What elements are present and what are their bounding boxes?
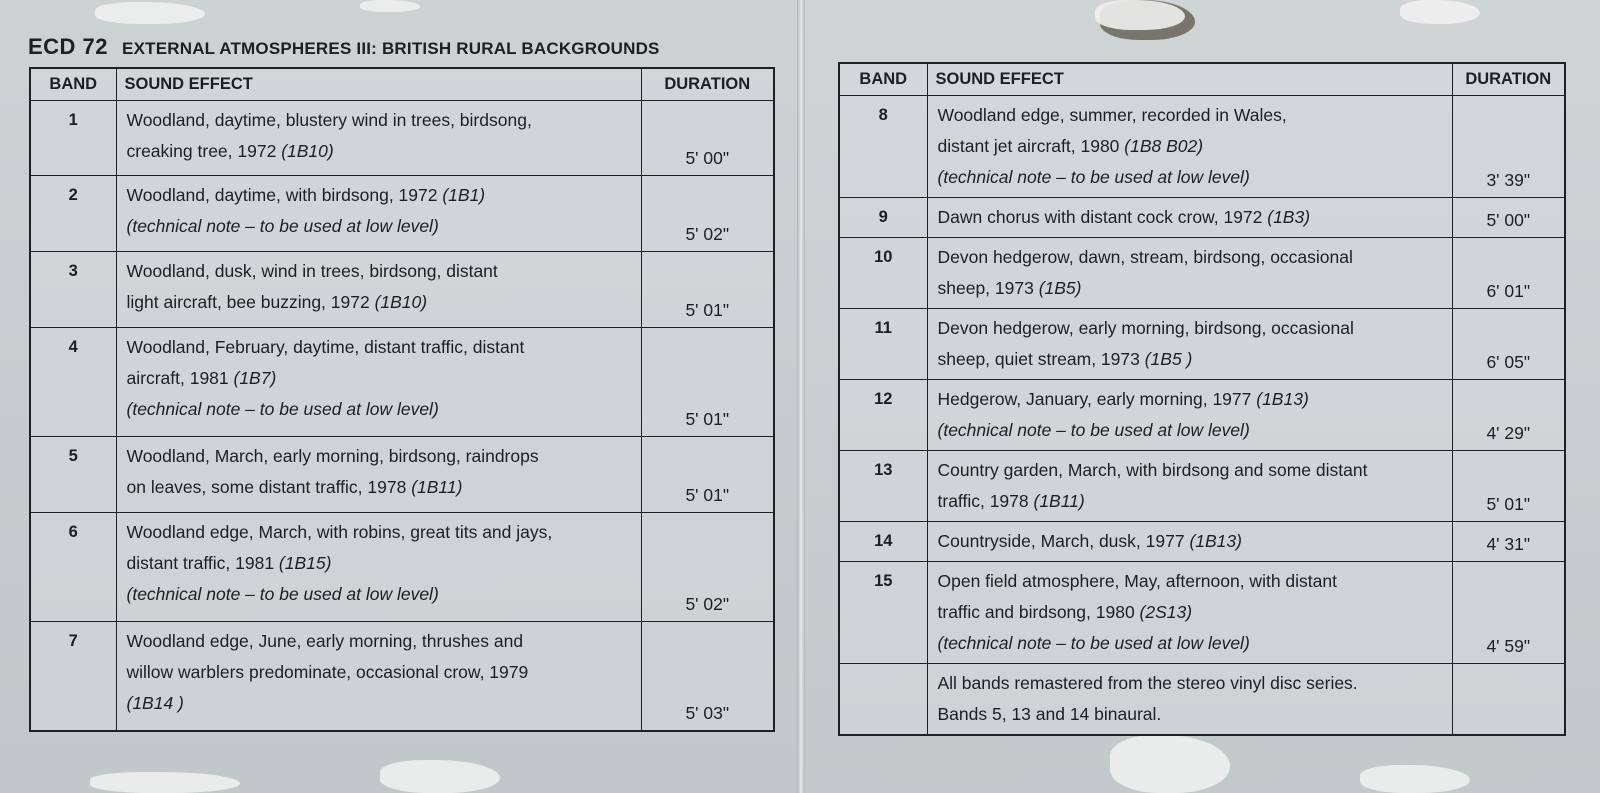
paper-tear [1400, 0, 1480, 24]
column-header-duration: DURATION [1452, 63, 1565, 95]
description-line [938, 131, 1442, 162]
sound-effect-description [927, 450, 1452, 521]
sound-effect-description [927, 308, 1452, 379]
catalog-number: ECD 72 [28, 34, 109, 59]
technical-note: (technical note – to be used at low level) [126, 216, 439, 237]
band-number: 11 [839, 308, 927, 379]
sound-effect-description [927, 663, 1452, 735]
description-line [938, 566, 1442, 597]
track-table-right [838, 62, 1566, 736]
sound-effect-description [116, 328, 641, 437]
band-number: 3 [30, 252, 116, 328]
band-number: 8 [839, 95, 927, 197]
recording-reference: (1B3) [1267, 206, 1311, 227]
description-line [127, 332, 631, 363]
description-line [938, 344, 1442, 375]
description-line [938, 384, 1442, 415]
description-line [127, 657, 631, 688]
column-header-duration: DURATION [641, 68, 774, 100]
description-line [938, 455, 1442, 486]
description-text: Woodland edge, summer, recorded in Wales, [937, 104, 1287, 125]
paper-tear [90, 772, 240, 793]
description-line [938, 699, 1442, 730]
duration: 4' 31" [1452, 521, 1565, 561]
band-number: 10 [839, 237, 927, 308]
description-text: Woodland edge, June, early morning, thrushes and [126, 630, 524, 651]
duration: 5' 01" [1452, 450, 1565, 521]
description-line [127, 517, 631, 548]
description-line [127, 441, 631, 472]
sound-effect-description [927, 379, 1452, 450]
sound-effect-description [116, 621, 641, 731]
description-text: Devon hedgerow, dawn, stream, birdsong, occasional [937, 246, 1353, 267]
description-text: All bands remastered from the stereo vinyl disc series. [937, 672, 1358, 693]
description-line [127, 180, 631, 211]
band-number: 7 [30, 621, 116, 731]
description-text: Open field atmosphere, May, afternoon, with distant [937, 570, 1337, 591]
description-line [127, 626, 631, 657]
table-row [839, 308, 1565, 379]
duration: 5' 00" [1452, 197, 1565, 237]
column-header-sound-effect: SOUND EFFECT [927, 63, 1452, 95]
description-line [127, 287, 631, 318]
description-text: sheep, quiet stream, 1973 [937, 348, 1145, 369]
table-row [839, 379, 1565, 450]
paper-tear [380, 760, 500, 793]
paper-tear [360, 0, 420, 12]
description-line [938, 100, 1442, 131]
description-line [938, 628, 1442, 659]
table-header-row [30, 68, 774, 100]
description-text: Country garden, March, with birdsong and some distant [937, 459, 1368, 480]
description-text: on leaves, some distant traffic, 1978 [126, 477, 412, 498]
duration: 5' 02" [641, 176, 774, 252]
duration: 6' 05" [1452, 308, 1565, 379]
duration: 4' 29" [1452, 379, 1565, 450]
description-line [127, 548, 631, 579]
description-line [127, 688, 631, 719]
table-row [839, 197, 1565, 237]
description-line [938, 526, 1442, 557]
description-text: Devon hedgerow, early morning, birdsong, occasional [937, 317, 1354, 338]
band-number: 9 [839, 197, 927, 237]
paper-tear [1095, 0, 1185, 30]
duration: 3' 39" [1452, 95, 1565, 197]
description-line [127, 363, 631, 394]
recording-reference: (1B7) [233, 368, 277, 389]
table-row [839, 561, 1565, 663]
column-header-sound-effect: SOUND EFFECT [116, 68, 641, 100]
column-header-band: BAND [30, 68, 116, 100]
recording-reference: (1B11) [411, 477, 463, 498]
recording-reference: (1B13) [1256, 388, 1309, 409]
recording-reference: (2S13) [1139, 601, 1193, 622]
description-line [127, 472, 631, 503]
description-text: sheep, 1973 [937, 277, 1039, 298]
description-text: distant traffic, 1981 [126, 552, 279, 573]
sound-effect-description [116, 100, 641, 176]
sound-effect-description [116, 437, 641, 513]
duration [1452, 663, 1565, 735]
duration: 5' 01" [641, 328, 774, 437]
description-line [938, 313, 1442, 344]
recording-reference: (1B1) [442, 185, 486, 206]
table-header-row [839, 63, 1565, 95]
band-number: 13 [839, 450, 927, 521]
description-line [938, 162, 1442, 193]
description-text: Bands 5, 13 and 14 binaural. [937, 703, 1162, 724]
band-number: 12 [839, 379, 927, 450]
table-row [839, 521, 1565, 561]
description-text: willow warblers predominate, occasional crow, 1979 [126, 661, 529, 682]
duration: 4' 59" [1452, 561, 1565, 663]
sound-effect-description [927, 197, 1452, 237]
description-line [938, 202, 1442, 233]
technical-note: (technical note – to be used at low level) [937, 632, 1250, 653]
description-text: Woodland edge, March, with robins, great tits and jays, [126, 521, 553, 542]
description-text: Woodland, February, daytime, distant traffic, distant [126, 337, 525, 358]
album-title: EXTERNAL ATMOSPHERES III: BRITISH RURAL BACKGROUNDS [122, 39, 660, 58]
description-text: creaking tree, 1972 [126, 140, 282, 161]
table-row [30, 621, 774, 731]
band-number: 6 [30, 512, 116, 621]
description-text: Woodland, March, early morning, birdsong, raindrops [126, 446, 539, 467]
band-number: 5 [30, 437, 116, 513]
band-number: 14 [839, 521, 927, 561]
description-text: light aircraft, bee buzzing, 1972 [126, 292, 375, 313]
sound-effect-description [927, 561, 1452, 663]
recording-reference: (1B8 B02) [1124, 135, 1204, 156]
description-line [127, 211, 631, 242]
recording-reference: (1B14 ) [126, 692, 184, 713]
paper-tear [1360, 765, 1470, 793]
description-text: Woodland, dusk, wind in trees, birdsong, distant [126, 261, 498, 282]
description-text: Dawn chorus with distant cock crow, 1972 [937, 206, 1268, 227]
recording-reference: (1B5) [1038, 277, 1082, 298]
band-number: 2 [30, 176, 116, 252]
duration: 5' 00" [641, 100, 774, 176]
description-line [938, 242, 1442, 273]
description-line [938, 597, 1442, 628]
paper-tear [95, 2, 205, 24]
description-line [938, 273, 1442, 304]
band-number: 1 [30, 100, 116, 176]
description-text: traffic and birdsong, 1980 [937, 601, 1140, 622]
description-text: distant jet aircraft, 1980 [937, 135, 1125, 156]
table-row [30, 512, 774, 621]
center-fold [797, 0, 805, 793]
recording-reference: (1B10) [374, 292, 428, 313]
table-row [839, 450, 1565, 521]
description-text: aircraft, 1981 [126, 368, 234, 389]
description-text: Hedgerow, January, early morning, 1977 [937, 388, 1257, 409]
recording-reference: (1B11) [1033, 490, 1085, 511]
description-text: Countryside, March, dusk, 1977 [937, 530, 1190, 551]
description-text: Woodland, daytime, blustery wind in trees, birdsong, [126, 109, 532, 130]
duration: 5' 02" [641, 512, 774, 621]
page-heading [28, 34, 660, 60]
table-row [30, 437, 774, 513]
description-line [938, 668, 1442, 699]
sound-effect-description [116, 176, 641, 252]
recording-reference: (1B10) [281, 140, 334, 161]
duration: 5' 03" [641, 621, 774, 731]
duration: 6' 01" [1452, 237, 1565, 308]
description-line [127, 394, 631, 425]
sound-effect-description [116, 252, 641, 328]
description-text: Woodland, daytime, with birdsong, 1972 [126, 185, 443, 206]
description-line [127, 136, 631, 167]
band-number [839, 663, 927, 735]
description-line [127, 105, 631, 136]
technical-note: (technical note – to be used at low level) [126, 583, 439, 604]
table-row [30, 100, 774, 176]
track-table-left [29, 67, 775, 732]
table-row [30, 328, 774, 437]
table-row [839, 237, 1565, 308]
table-row [30, 176, 774, 252]
table-row [30, 252, 774, 328]
column-header-band: BAND [839, 63, 927, 95]
technical-note: (technical note – to be used at low level) [126, 399, 439, 420]
table-row [839, 95, 1565, 197]
band-number: 4 [30, 328, 116, 437]
sound-effect-description [927, 237, 1452, 308]
table-row [839, 663, 1565, 735]
technical-note: (technical note – to be used at low level) [937, 419, 1250, 440]
duration: 5' 01" [641, 252, 774, 328]
recording-reference: (1B15) [278, 552, 332, 573]
sound-effect-description [927, 95, 1452, 197]
description-line [938, 415, 1442, 446]
duration: 5' 01" [641, 437, 774, 513]
description-text: traffic, 1978 [937, 490, 1034, 511]
recording-reference: (1B13) [1189, 530, 1242, 551]
description-line [127, 579, 631, 610]
description-line [938, 486, 1442, 517]
sound-effect-description [927, 521, 1452, 561]
technical-note: (technical note – to be used at low level) [937, 166, 1250, 187]
recording-reference: (1B5 ) [1144, 348, 1193, 369]
description-line [127, 256, 631, 287]
band-number: 15 [839, 561, 927, 663]
sound-effect-description [116, 512, 641, 621]
